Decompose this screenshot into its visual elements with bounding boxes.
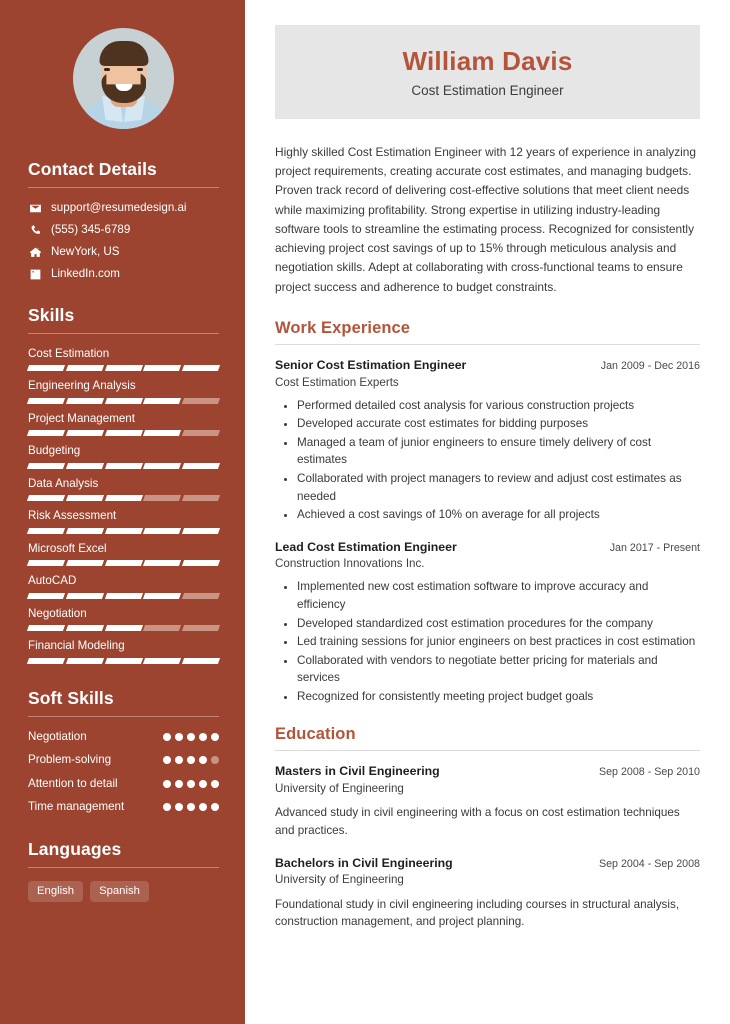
skill-item <box>28 509 219 533</box>
work-entry-date: Jan 2009 - Dec 2016 <box>600 360 700 373</box>
skill-segment <box>143 658 181 664</box>
skill-level-bar <box>28 560 219 566</box>
skill-label: Cost Estimation <box>28 347 110 360</box>
soft-skill-dot <box>199 780 207 788</box>
soft-skill-item <box>28 777 219 791</box>
soft-skill-dot <box>187 733 195 741</box>
soft-skill-dot <box>187 803 195 811</box>
soft-skills-divider <box>28 716 219 717</box>
skill-segment <box>182 658 220 664</box>
work-entry <box>275 539 700 706</box>
contact-details-divider <box>28 187 219 188</box>
sidebar-accent-edge <box>241 0 245 1024</box>
skill-segment <box>182 398 220 404</box>
education-entry-description: Foundational study in civil engineering including courses in structural analysis, construction management, and project planning. <box>275 897 680 929</box>
education-entry <box>275 763 700 839</box>
contact-linkedin-label: LinkedIn.com <box>51 267 120 281</box>
contact-phone-label: (555) 345-6789 <box>51 223 131 237</box>
work-bullet: • Managed a team of junior engineers to ensure timely delivery of cost estimates <box>297 434 700 469</box>
language-tag[interactable]: English <box>28 881 83 903</box>
skill-segment <box>143 560 181 566</box>
work-entry-title: Lead Cost Estimation Engineer <box>275 539 457 554</box>
skill-segment <box>182 560 220 566</box>
envelope-icon <box>28 201 42 215</box>
soft-skills-section <box>28 688 219 815</box>
education-entry-header <box>275 763 700 780</box>
home-icon <box>28 245 42 259</box>
skill-segment <box>66 430 104 436</box>
avatar-hair <box>99 41 148 66</box>
skills-divider <box>28 333 219 334</box>
work-bullet: • Developed standardized cost estimation procedures for the company <box>297 615 700 633</box>
education-heading: Education <box>275 725 356 744</box>
education-entry-header <box>275 855 700 872</box>
phone-icon <box>28 223 42 237</box>
soft-skill-dot <box>187 780 195 788</box>
work-experience-list <box>275 357 700 705</box>
skill-segment <box>182 365 220 371</box>
skill-label: Microsoft Excel <box>28 541 107 555</box>
skill-segment <box>105 658 143 664</box>
languages-list <box>28 881 219 903</box>
soft-skill-label: Negotiation <box>28 729 87 743</box>
skill-item <box>28 639 219 663</box>
skill-segment <box>27 463 65 469</box>
skill-segment <box>66 528 104 534</box>
skill-level-bar <box>28 625 219 631</box>
soft-skill-item <box>28 730 219 744</box>
soft-skill-dot <box>163 780 171 788</box>
skill-segment <box>66 593 104 599</box>
education-divider <box>275 750 700 751</box>
skill-segment <box>182 593 220 599</box>
skill-level-bar <box>28 365 219 371</box>
linkedin-icon <box>28 267 42 281</box>
work-experience-divider <box>275 344 700 345</box>
contact-item-email[interactable] <box>28 201 219 215</box>
education-entry-school: University of Engineering <box>275 781 404 795</box>
work-entry <box>275 357 700 524</box>
skill-segment <box>27 560 65 566</box>
skill-item <box>28 477 219 501</box>
work-entry-company: Construction Innovations Inc. <box>275 557 425 571</box>
language-tag[interactable]: Spanish <box>90 881 149 903</box>
work-bullet: • Achieved a cost savings of 10% on average for all projects <box>297 506 700 524</box>
skill-segment <box>182 430 220 436</box>
skills-heading: Skills <box>28 305 75 325</box>
skill-segment <box>105 365 143 371</box>
skill-segment <box>143 398 181 404</box>
soft-skills-heading: Soft Skills <box>28 687 114 708</box>
soft-skill-dot <box>163 733 171 741</box>
skill-item <box>28 444 219 468</box>
contact-details-heading: Contact Details <box>28 159 157 179</box>
skill-segment <box>66 625 104 631</box>
profile-summary: Highly skilled Cost Estimation Engineer with 12 years of experience in analyzing project requirements, creating accurate cost estimates, and managing budgets. Proven track record of delivering cost-effective solutions that meet client needs while maximizing profitability. Strong expertise in utilizing industry-leading software tools to streamline the estimating process. Recognized for consistently achieving project cost savings of up to 15% through meticulous analysis and negotiation skills. Adept at collaborating with cross-functional teams to ensure project success and adherence to budget constraints. <box>275 144 697 294</box>
education-entry-date: Sep 2004 - Sep 2008 <box>598 857 700 870</box>
sidebar <box>0 0 245 1024</box>
skill-segment <box>66 463 104 469</box>
skill-segment <box>105 463 143 469</box>
soft-skill-rating <box>163 800 219 811</box>
contact-item-linkedin[interactable] <box>28 267 219 281</box>
education-entry-title: Masters in Civil Engineering <box>275 764 440 779</box>
skill-level-bar <box>28 430 219 436</box>
skills-section <box>28 305 219 664</box>
education-section <box>275 725 700 931</box>
skill-segment <box>143 528 181 534</box>
work-bullet: • Collaborated with vendors to negotiate better pricing for materials and services <box>297 652 700 687</box>
skill-segment <box>27 398 65 404</box>
work-entry-company: Cost Estimation Experts <box>275 375 399 389</box>
soft-skill-dot <box>175 780 183 788</box>
skill-item <box>28 379 219 403</box>
skills-list <box>28 347 219 664</box>
skill-segment <box>105 398 143 404</box>
skill-level-bar <box>28 593 219 599</box>
main-content <box>245 0 730 1024</box>
skill-segment <box>105 625 143 631</box>
skill-segment <box>27 658 65 664</box>
soft-skill-dot <box>199 756 207 764</box>
work-entry-date: Jan 2017 - Present <box>609 541 700 554</box>
work-bullet: • Recognized for consistently meeting project budget goals <box>297 688 700 706</box>
work-entry-title: Senior Cost Estimation Engineer <box>275 358 467 373</box>
skill-level-bar <box>28 658 219 664</box>
skill-segment <box>105 593 143 599</box>
skill-label: Data Analysis <box>28 476 99 490</box>
skill-label: Negotiation <box>28 606 87 620</box>
work-bullet: • Performed detailed cost analysis for various construction projects <box>297 397 700 415</box>
work-bullet: • Developed accurate cost estimates for bidding purposes <box>297 415 700 433</box>
skill-segment <box>66 495 104 501</box>
soft-skill-dot <box>175 756 183 764</box>
skill-segment <box>143 430 181 436</box>
education-entry-date: Sep 2008 - Sep 2010 <box>598 766 700 779</box>
contact-item-phone[interactable] <box>28 223 219 237</box>
skill-level-bar <box>28 463 219 469</box>
work-bullet: • Implemented new cost estimation software to improve accuracy and efficiency <box>297 578 700 613</box>
work-experience-heading: Work Experience <box>275 319 411 338</box>
soft-skill-item <box>28 753 219 767</box>
avatar-wrapper <box>28 28 219 129</box>
skill-segment <box>105 430 143 436</box>
languages-heading: Languages <box>28 838 122 859</box>
languages-section <box>28 839 219 903</box>
soft-skill-dot <box>163 756 171 764</box>
skill-segment <box>27 528 65 534</box>
soft-skill-dot <box>211 733 219 741</box>
skill-segment <box>66 398 104 404</box>
contact-item-location[interactable] <box>28 245 219 259</box>
skill-level-bar <box>28 495 219 501</box>
skill-level-bar <box>28 398 219 404</box>
soft-skill-label: Problem-solving <box>28 753 112 767</box>
soft-skill-label: Time management <box>28 800 125 814</box>
job-role: Cost Estimation Engineer <box>411 82 564 98</box>
work-entry-header <box>275 539 700 556</box>
work-bullet-list <box>275 578 700 705</box>
soft-skill-rating <box>163 777 219 788</box>
work-bullet-list <box>275 397 700 524</box>
avatar-eye-right <box>137 68 143 71</box>
skill-label: Financial Modeling <box>28 639 125 653</box>
skill-label: Project Management <box>28 411 135 425</box>
education-list <box>275 763 700 931</box>
soft-skill-dot <box>211 756 219 764</box>
skill-segment <box>143 495 181 501</box>
skill-segment <box>27 430 65 436</box>
education-entry-school: University of Engineering <box>275 873 404 887</box>
skill-segment <box>143 593 181 599</box>
skill-segment <box>105 528 143 534</box>
avatar-eye-left <box>104 68 110 71</box>
contact-list <box>28 201 219 281</box>
skill-label: Engineering Analysis <box>28 379 136 393</box>
skill-segment <box>27 365 65 371</box>
skill-label: Budgeting <box>28 444 81 458</box>
soft-skill-dot <box>199 803 207 811</box>
work-bullet: • Led training sessions for junior engineers on best practices in cost estimation <box>297 633 700 651</box>
skill-segment <box>182 495 220 501</box>
work-bullet: • Collaborated with project managers to review and adjust cost estimates as needed <box>297 470 700 505</box>
languages-divider <box>28 867 219 868</box>
work-experience-section <box>275 319 700 705</box>
soft-skills-list <box>28 730 219 815</box>
soft-skill-dot <box>211 803 219 811</box>
skill-segment <box>182 625 220 631</box>
education-entry <box>275 855 700 931</box>
skill-segment <box>27 495 65 501</box>
soft-skill-dot <box>175 803 183 811</box>
skill-item <box>28 542 219 566</box>
skill-label: AutoCAD <box>28 574 77 588</box>
soft-skill-dot <box>187 756 195 764</box>
contact-email-label: support@resumedesign.ai <box>51 201 187 215</box>
skill-segment <box>27 593 65 599</box>
skill-segment <box>66 365 104 371</box>
skill-segment <box>66 560 104 566</box>
skill-segment <box>105 495 143 501</box>
skill-item <box>28 412 219 436</box>
name-card <box>275 25 700 119</box>
soft-skill-dot <box>163 803 171 811</box>
skill-segment <box>143 625 181 631</box>
soft-skill-item <box>28 800 219 814</box>
skill-item <box>28 574 219 598</box>
soft-skill-rating <box>163 753 219 764</box>
skill-segment <box>105 560 143 566</box>
soft-skill-dot <box>175 733 183 741</box>
education-entry-description: Advanced study in civil engineering with a focus on cost estimation techniques and practices. <box>275 806 680 837</box>
page-title: William Davis <box>402 46 573 76</box>
skill-item <box>28 347 219 371</box>
skill-segment <box>182 463 220 469</box>
soft-skill-rating <box>163 730 219 741</box>
skill-segment <box>143 365 181 371</box>
skill-segment <box>66 658 104 664</box>
skill-item <box>28 607 219 631</box>
skill-segment <box>143 463 181 469</box>
work-entry-header <box>275 357 700 374</box>
soft-skill-dot <box>199 733 207 741</box>
skill-segment <box>182 528 220 534</box>
education-entry-title: Bachelors in Civil Engineering <box>275 855 453 870</box>
contact-location-label: NewYork, US <box>51 245 120 259</box>
soft-skill-dot <box>211 780 219 788</box>
avatar <box>73 28 174 129</box>
soft-skill-label: Attention to detail <box>28 776 118 790</box>
skill-segment <box>27 625 65 631</box>
skill-label: Risk Assessment <box>28 509 117 523</box>
skill-level-bar <box>28 528 219 534</box>
contact-details-section <box>28 159 219 281</box>
